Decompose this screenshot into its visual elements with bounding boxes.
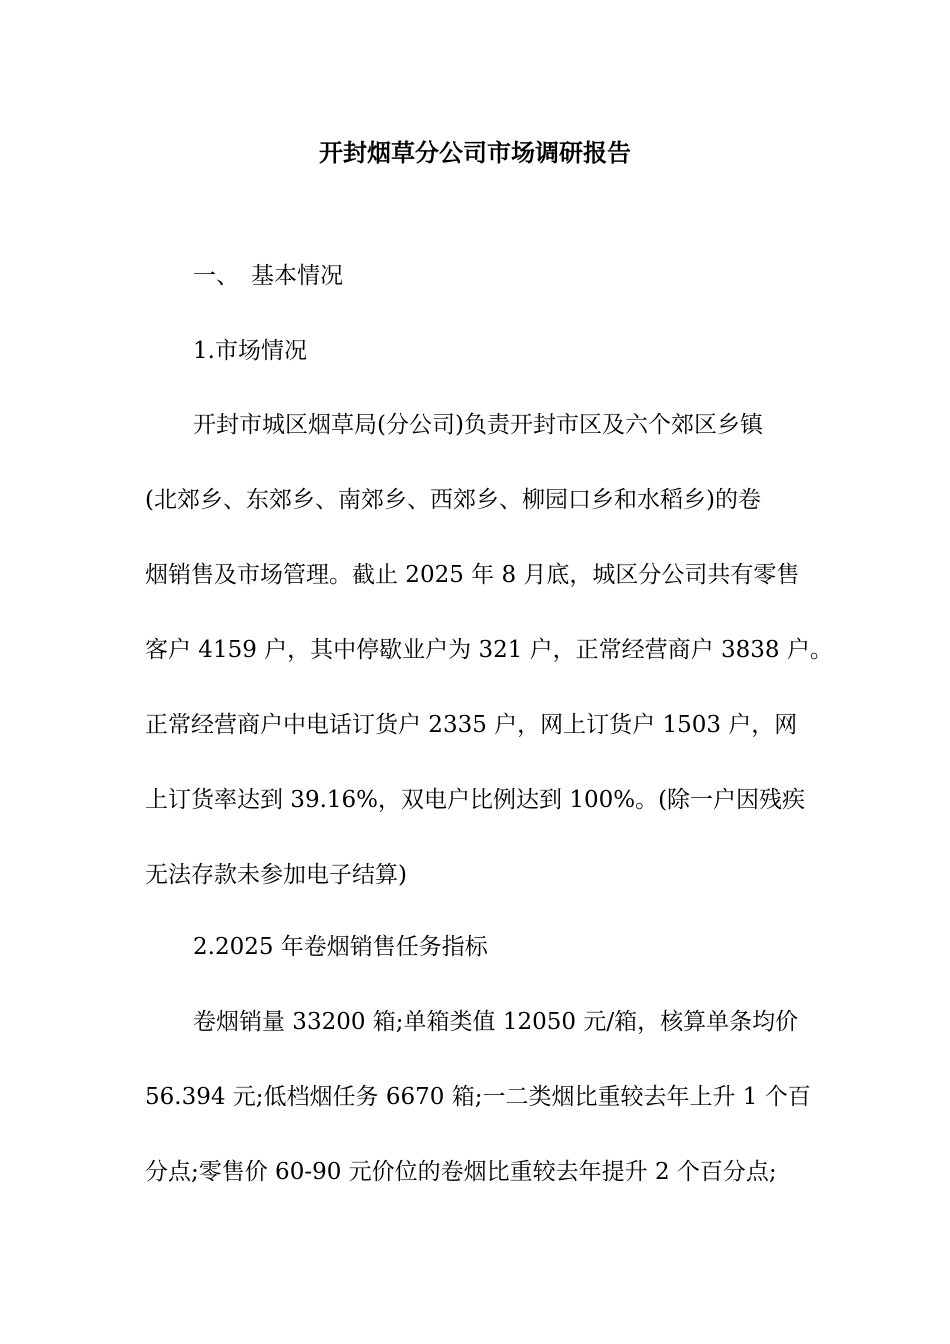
section-number: 一、: [193, 263, 239, 289]
document-title: 开封烟草分公司市场调研报告: [319, 138, 631, 167]
paragraph-sales-target: [145, 1004, 810, 1191]
subheading-market: 1.市场情况: [193, 338, 307, 364]
paragraph-line: (北郊乡、东郊乡、南郊乡、西郊乡、柳园口乡和水稻乡)的卷: [145, 487, 761, 513]
paragraph-line: 正常经营商户中电话订货户 2335 户，网上订货户 1503 户，网: [145, 712, 798, 738]
paragraph-line: 开封市城区烟草局(分公司)负责开封市区及六个郊区乡镇: [193, 412, 763, 438]
paragraph-line: 56.394 元;低档烟任务 6670 箱;一二类烟比重较去年上升 1 个百: [145, 1084, 811, 1110]
subheading-sales-target: 2.2025 年卷烟销售任务指标: [193, 934, 488, 960]
paragraph-line: 分点;零售价 60-90 元价位的卷烟比重较去年提升 2 个百分点;: [145, 1159, 777, 1185]
paragraph-line: 上订货率达到 39.16%，双电户比例达到 100%。(除一户因残疾: [145, 787, 806, 813]
paragraph-market: [145, 407, 833, 894]
paragraph-line: 无法存款未参加电子结算): [145, 862, 407, 888]
paragraph-line: 烟销售及市场管理。截止 2025 年 8 月底，城区分公司共有零售: [145, 562, 800, 588]
paragraph-line: 客户 4159 户，其中停歇业户为 321 户，正常经营商户 3838 户。: [145, 637, 833, 663]
section-title: 基本情况: [251, 263, 343, 289]
section-heading-basic: [145, 258, 858, 295]
paragraph-line: 卷烟销量 33200 箱;单箱类值 12050 元/箱，核算单条均价: [193, 1009, 799, 1035]
